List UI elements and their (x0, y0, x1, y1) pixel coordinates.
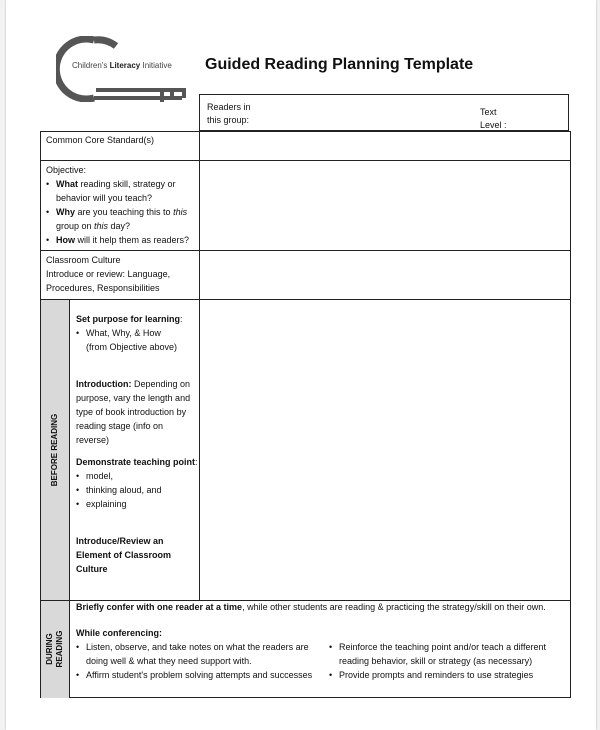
list-item: • Provide prompts and reminders to use strategies (329, 668, 565, 682)
how-text: will it help them as readers? (75, 235, 190, 245)
during-right-list (329, 640, 565, 682)
classroom-culture-text: Introduce or review: Language, Procedures, Responsibilities (46, 269, 171, 293)
before-reading-cell (76, 312, 198, 354)
introduction-cell (76, 377, 198, 447)
during-label-line-2: READING (55, 630, 64, 668)
set-purpose-item-note: (from Objective above) (86, 342, 178, 352)
classroom-culture-heading: Classroom Culture (46, 255, 121, 265)
logo-word-3: Initiative (142, 61, 172, 70)
document-page (6, 0, 596, 730)
introduce-review-cell (76, 534, 176, 576)
during-reading-intro (76, 600, 566, 614)
list-item: • explaining (76, 497, 198, 511)
during-reading-label (45, 609, 65, 689)
list-item: • Reinforce the teaching point and/or teach a different reading behavior, skill or strategy (as necessary) (329, 640, 565, 668)
classroom-culture-cell (46, 253, 196, 295)
during-left-list (76, 640, 316, 682)
during-left-list-cell (76, 640, 316, 682)
level-label-line-1: Text (480, 107, 497, 117)
during-label-line-1: DURING (45, 633, 54, 665)
logo-text (72, 61, 172, 70)
band-divider (69, 299, 70, 697)
why-italic-2: this (94, 221, 109, 231)
list-item (46, 205, 196, 233)
before-reading-label: BEFORE READING (50, 413, 59, 487)
set-purpose-bold: Set purpose for learning (76, 314, 181, 324)
row-divider (41, 250, 570, 251)
list-item (46, 233, 196, 247)
why-text-c: day? (108, 221, 131, 231)
objective-cell (46, 163, 196, 247)
confer-text: , while other students are reading & practicing the strategy/skill on their own. (242, 602, 546, 612)
readers-label-line-1: Readers in (207, 102, 251, 112)
how-word: How (56, 235, 75, 245)
during-right-list-cell (329, 640, 565, 682)
row-divider (41, 160, 570, 161)
list-item (46, 177, 196, 205)
list-item (76, 326, 198, 354)
row-divider (41, 299, 570, 300)
readers-label (207, 101, 287, 127)
list-item: • Listen, observe, and take notes on what the readers are doing well & what they need support with. (76, 640, 316, 668)
what-word: What (56, 179, 78, 189)
text-level-label (480, 106, 550, 132)
introduction-heading: Introduction: (76, 379, 132, 389)
objective-list (46, 177, 196, 247)
common-core-label: Common Core Standard(s) (46, 135, 155, 145)
list-item: • model, (76, 469, 198, 483)
what-text: reading skill, strategy or behavior will you teach? (56, 179, 176, 203)
demonstrate-bold: Demonstrate teaching point (76, 457, 196, 467)
confer-bold: Briefly confer with one reader at a time (76, 602, 243, 612)
set-purpose-list (76, 326, 198, 354)
demonstrate-list (76, 469, 198, 511)
introduction-text: Depending on purpose, vary the length and type of book introduction by reading stage (info on reverse) (76, 379, 191, 445)
readers-level-box (199, 94, 569, 131)
list-item: • thinking aloud, and (76, 483, 198, 497)
introduce-review-heading: Introduce/Review an Element of Classroom Culture (76, 536, 172, 574)
logo-word-1: Children's (72, 61, 108, 70)
why-word: Why (56, 207, 75, 217)
demonstrate-cell (76, 455, 198, 511)
why-italic-1: this (173, 207, 188, 217)
level-label-line-2: Level : (480, 120, 507, 130)
objective-heading: Objective: (46, 165, 87, 175)
while-heading-bold: While conferencing: (76, 628, 163, 638)
column-divider (199, 132, 200, 600)
while-conferencing-heading (76, 626, 276, 640)
demonstrate-heading (76, 455, 198, 469)
readers-label-line-2: this group: (207, 115, 250, 125)
set-purpose-item: What, Why, & How (86, 328, 161, 338)
page-title: Guided Reading Planning Template (205, 56, 474, 73)
demonstrate-colon: : (195, 457, 198, 467)
list-item: • Affirm student's problem solving attempts and successes (76, 668, 316, 682)
why-text-b: group on (56, 221, 95, 231)
logo-word-2: Literacy (109, 61, 141, 70)
set-purpose-colon: : (180, 314, 183, 324)
why-text-a: are you teaching this to (75, 207, 174, 217)
planning-table (40, 131, 571, 698)
set-purpose-heading (76, 312, 198, 326)
